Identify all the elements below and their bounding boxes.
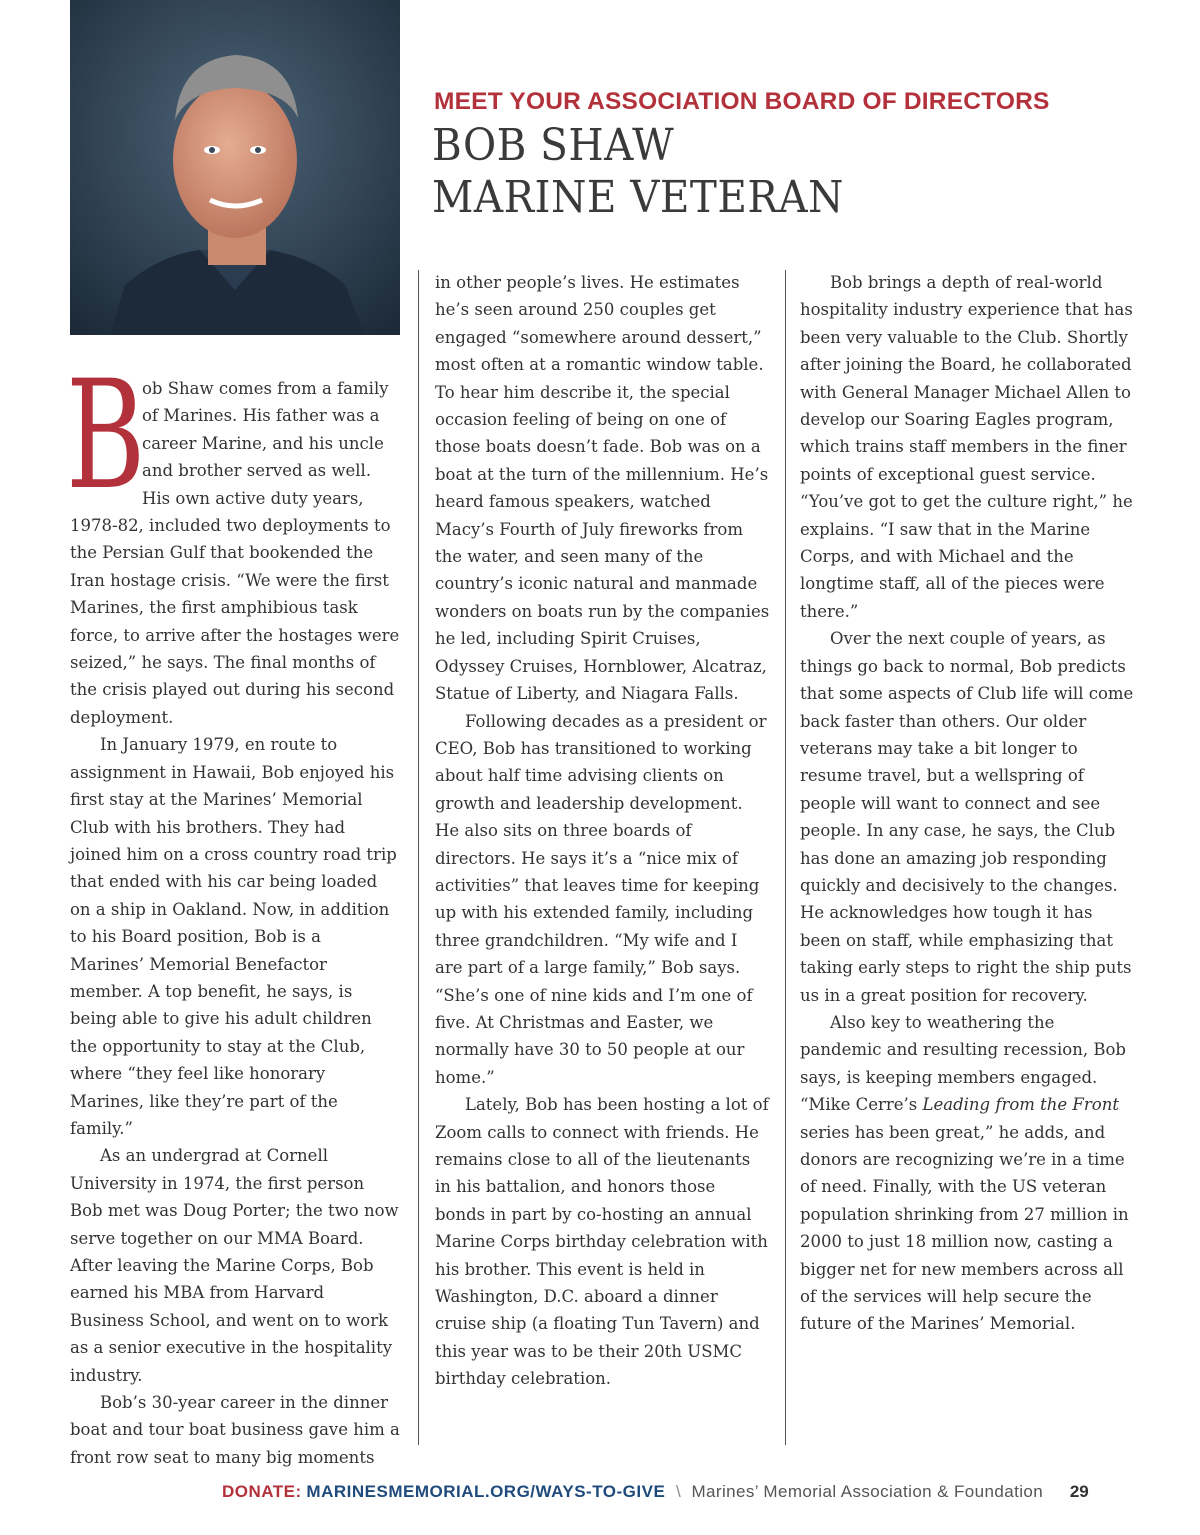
article-column-2 [435, 269, 770, 1393]
column-divider [785, 270, 786, 1445]
paragraph: Following decades as a president or CEO, Bob has transitioned to working about half time advising clients on growth and leadership development. He also sits on three boards of directors. He says it’s a “nice mix of activities” that leaves time for keeping up with his extended family, including three grandchildren. “My wife and I are part of a large family,” Bob says. “She’s one of nine kids and I’m one of five. At Christmas and Easter, we normally have 30 to 50 people at our home.” [435, 711, 767, 1087]
title-line-2: MARINE VETERAN [432, 172, 844, 223]
page-title [432, 120, 844, 224]
series-title: Leading from the Front [922, 1095, 1119, 1115]
donate-label: DONATE: [222, 1482, 302, 1501]
paragraph: in other people’s lives. He estimates he’s seen around 250 couples get engaged “somewhere around dessert,” most often at a romantic window table. To hear him describe it, the special occasion feeling of being on one of those boats doesn’t fade. Bob was on a boat at the turn of the millennium. He’s heard famous speakers, watched Macy’s Fourth of July fireworks from the water, and seen many of the country’s iconic natural and manmade wonders on boats run by the companies he led, including Spirit Cruises, Odyssey Cruises, Hornblower, Alcatraz, Statue of Liberty, and Niagara Falls. [435, 273, 770, 704]
section-kicker: MEET YOUR ASSOCIATION BOARD OF DIRECTORS [434, 88, 1050, 115]
paragraph: ob Shaw comes from a family of Marines. His father was a career Marine, and his uncle and brother served as well. His own active duty years, 1978-82, included two deployments to the Persian Gulf that bookended the Iran hostage crisis. “We were the first Marines, the first amphibious task force, to arrive after the hostages were seized,” he says. The final months of the crisis played out during his second deployment. [70, 379, 400, 727]
title-line-1: BOB SHAW [432, 120, 675, 171]
donate-link[interactable]: MARINESMEMORIAL.ORG/WAYS-TO-GIVE [306, 1482, 666, 1501]
paragraph: Lately, Bob has been hosting a lot of Zoom calls to connect with friends. He remains close to all of the lieutenants in his battalion, and honors those bonds in part by co-hosting an annual Marine Corps birthday celebration with his brother. This event is held in Washington, D.C. aboard a dinner cruise ship (a floating Tun Tavern) and this year was to be their 20th USMC birthday celebration. [435, 1095, 769, 1389]
article-column-1 [66, 349, 400, 1471]
paragraph: In January 1979, en route to assignment in Hawaii, Bob enjoyed his first stay at the Marines’ Memorial Club with his brothers. They had joined him on a cross country road trip that ended with his car being loaded on a ship in Oakland. Now, in addition to his Board position, Bob is a Marines’ Memorial Benefactor member. A top benefit, he says, is being able to give his adult children the opportunity to stay at the Club, where “they feel like honorary Marines, like they’re part of the family.” [70, 735, 397, 1138]
paragraph: Over the next couple of years, as things go back to normal, Bob predicts that some aspects of Club life will come back faster than others. Our older veterans may take a bit longer to resume travel, but a wellspring of people will want to connect and see people. In any case, he says, the Club has done an amazing job responding quickly and decisively to the changes. He acknowledges how tough it has been on staff, while emphasizing that taking early steps to right the ship puts us in a great position for recovery. [800, 629, 1134, 1005]
paragraph: Bob’s 30-year career in the dinner boat and tour boat business gave him a front row seat to many big moments [70, 1393, 400, 1467]
page-footer [222, 1482, 1089, 1502]
page-number: 29 [1069, 1482, 1089, 1501]
drop-cap: B [66, 349, 146, 523]
paragraph: As an undergrad at Cornell University in 1974, the first person Bob met was Doug Porter; the two now serve together on our MMA Board. After leaving the Marine Corps, Bob earned his MBA from Harvard Business School, and went on to work as a senior executive in the hospitality industry. [70, 1146, 399, 1385]
article-column-3 [800, 269, 1135, 1338]
portrait-photo [70, 0, 400, 335]
footer-separator: \ [676, 1482, 681, 1501]
text-run: series has been great,” he adds, and donors are recognizing we’re in a time of need. Finally, with the US veteran population shrinking from 27 million in 2000 to just 18 million now, casting a bigger net for new members across all of the services will help secure the future of the Marines’ Memorial. [800, 1122, 1129, 1334]
column-divider [418, 270, 419, 1445]
paragraph: Bob brings a depth of real-world hospitality industry experience that has been very valuable to the Club. Shortly after joining the Board, he collaborated with General Manager Michael Allen to develop our Soaring Eagles program, which trains staff members in the finer points of exceptional guest service. “You’ve got to get the culture right,” he explains. “I saw that in the Marine Corps, and with Michael and the longtime staff, all of the pieces were there.” [800, 273, 1133, 621]
paragraph [800, 1009, 1135, 1338]
text-run: Also key to weathering the pandemic and resulting recession, Bob says, is keeping members engaged. “Mike Cerre’s [800, 1012, 1126, 1115]
organization-name: Marines’ Memorial Association & Foundation [691, 1482, 1044, 1501]
